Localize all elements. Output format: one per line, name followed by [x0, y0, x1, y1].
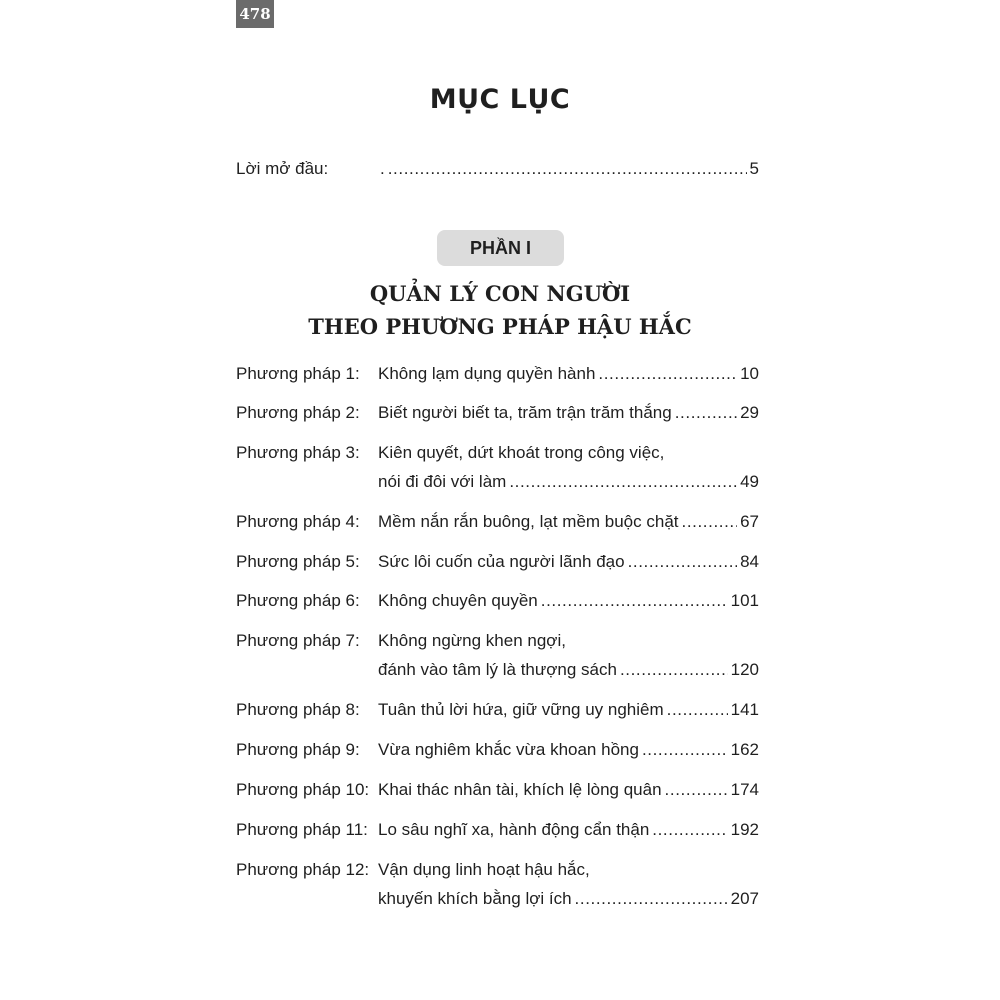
toc-entry[interactable]: [236, 735, 759, 764]
page-title: MỤC LỤC: [429, 84, 571, 115]
part-badge: PHẦN I: [437, 230, 564, 266]
toc-entry-title: Khai thác nhân tài, khích lệ lòng quân: [378, 780, 662, 799]
toc-page-number: 174: [730, 780, 759, 799]
part-heading-line1: QUẢN LÝ CON NGƯỜI: [369, 281, 631, 306]
toc-entry[interactable]: [236, 655, 759, 684]
toc-entry[interactable]: [236, 884, 759, 913]
toc-leader-dots: [642, 735, 728, 764]
toc-entry-title: Mềm nắn rắn buông, lạt mềm buộc chặt: [378, 512, 679, 531]
toc-entry-title: đánh vào tâm lý là thượng sách: [378, 660, 617, 679]
toc-page-number: 5: [749, 159, 759, 178]
toc-page-number: 10: [740, 364, 759, 383]
toc-page-number: 67: [740, 512, 759, 531]
toc-leader-dots: [620, 655, 728, 684]
toc-entry-header[interactable]: [236, 855, 759, 884]
toc-entry-label: Phương pháp 1:: [236, 364, 360, 383]
part-heading-line2: THEO PHƯƠNG PHÁP HẬU HẮC: [308, 314, 692, 339]
toc-entry-title: Lo sâu nghĩ xa, hành động cẩn thận: [378, 820, 650, 839]
toc-entry-title-line1: Không ngừng khen ngợi,: [378, 631, 566, 650]
toc-entry-title: Vừa nghiêm khắc vừa khoan hồng: [378, 740, 639, 759]
toc-page-number: 141: [730, 700, 759, 719]
toc-entry-label: Phương pháp 9:: [236, 740, 360, 759]
toc-entry-title: Không lạm dụng quyền hành: [378, 364, 596, 383]
toc-page-number: 192: [730, 820, 759, 839]
toc-page-number: 49: [740, 472, 759, 491]
toc-leader-dots: [509, 467, 737, 496]
toc-entry[interactable]: [236, 586, 759, 615]
toc-entry-title: Biết người biết ta, trăm trận trăm thắng: [378, 403, 672, 422]
toc-intro[interactable]: [236, 154, 759, 183]
toc-leader-dots: [675, 398, 737, 427]
toc-entry-label: Phương pháp 2:: [236, 403, 360, 422]
toc-entry[interactable]: [236, 815, 759, 844]
page-number: 478: [236, 0, 274, 28]
toc-page-number: 120: [730, 660, 759, 679]
toc-entry-title: Tuân thủ lời hứa, giữ vững uy nghiêm: [378, 700, 664, 719]
toc-leader-dots: [541, 586, 728, 615]
toc-entry-label: Phương pháp 4:: [236, 512, 360, 531]
toc-intro-lead: .: [380, 159, 385, 178]
toc-page-number: 162: [730, 740, 759, 759]
toc-entry[interactable]: [236, 398, 759, 427]
toc-entry-title: nói đi đôi với làm: [378, 472, 507, 491]
toc-entry[interactable]: [236, 695, 759, 724]
toc-entry[interactable]: [236, 467, 759, 496]
toc-entry-title: Sức lôi cuốn của người lãnh đạo: [378, 552, 625, 571]
toc-page-number: 207: [730, 889, 759, 908]
toc-page-number: 84: [740, 552, 759, 571]
toc-leader-dots: [665, 775, 728, 804]
toc-entry-label: Phương pháp 11:: [236, 820, 368, 839]
toc-page-number: 101: [730, 591, 759, 610]
toc-page-number: 29: [740, 403, 759, 422]
toc-leader-dots: [652, 815, 727, 844]
toc-entry-label: Phương pháp 12:: [236, 860, 370, 879]
toc-entry-label: Phương pháp 8:: [236, 700, 360, 719]
toc-entry-label: Phương pháp 3:: [236, 443, 360, 462]
toc-leader-dots: [628, 547, 738, 576]
toc-entry-title: Không chuyên quyền: [378, 591, 538, 610]
toc-leader-dots: [575, 884, 728, 913]
toc-intro-label: Lời mở đầu:: [236, 159, 329, 178]
toc-entry-title-line1: Kiên quyết, dứt khoát trong công việc,: [378, 443, 665, 462]
toc-entry-label: Phương pháp 5:: [236, 552, 360, 571]
toc-entry-label: Phương pháp 7:: [236, 631, 360, 650]
toc-entry-header[interactable]: [236, 626, 759, 655]
toc-leader-dots: [598, 359, 737, 388]
toc-entry[interactable]: [236, 359, 759, 388]
toc-leader-dots: [682, 507, 738, 536]
toc-entry-title-line1: Vận dụng linh hoạt hậu hắc,: [378, 860, 590, 879]
toc-entry-header[interactable]: [236, 438, 759, 467]
toc-entry[interactable]: [236, 775, 759, 804]
toc-entry-title: khuyến khích bằng lợi ích: [378, 889, 572, 908]
toc-entry-label: Phương pháp 6:: [236, 591, 360, 610]
toc-leader-dots: [388, 154, 747, 183]
toc-entry-label: Phương pháp 10:: [236, 780, 370, 799]
toc-entry[interactable]: [236, 547, 759, 576]
toc-entry[interactable]: [236, 507, 759, 536]
toc-leader-dots: [667, 695, 728, 724]
